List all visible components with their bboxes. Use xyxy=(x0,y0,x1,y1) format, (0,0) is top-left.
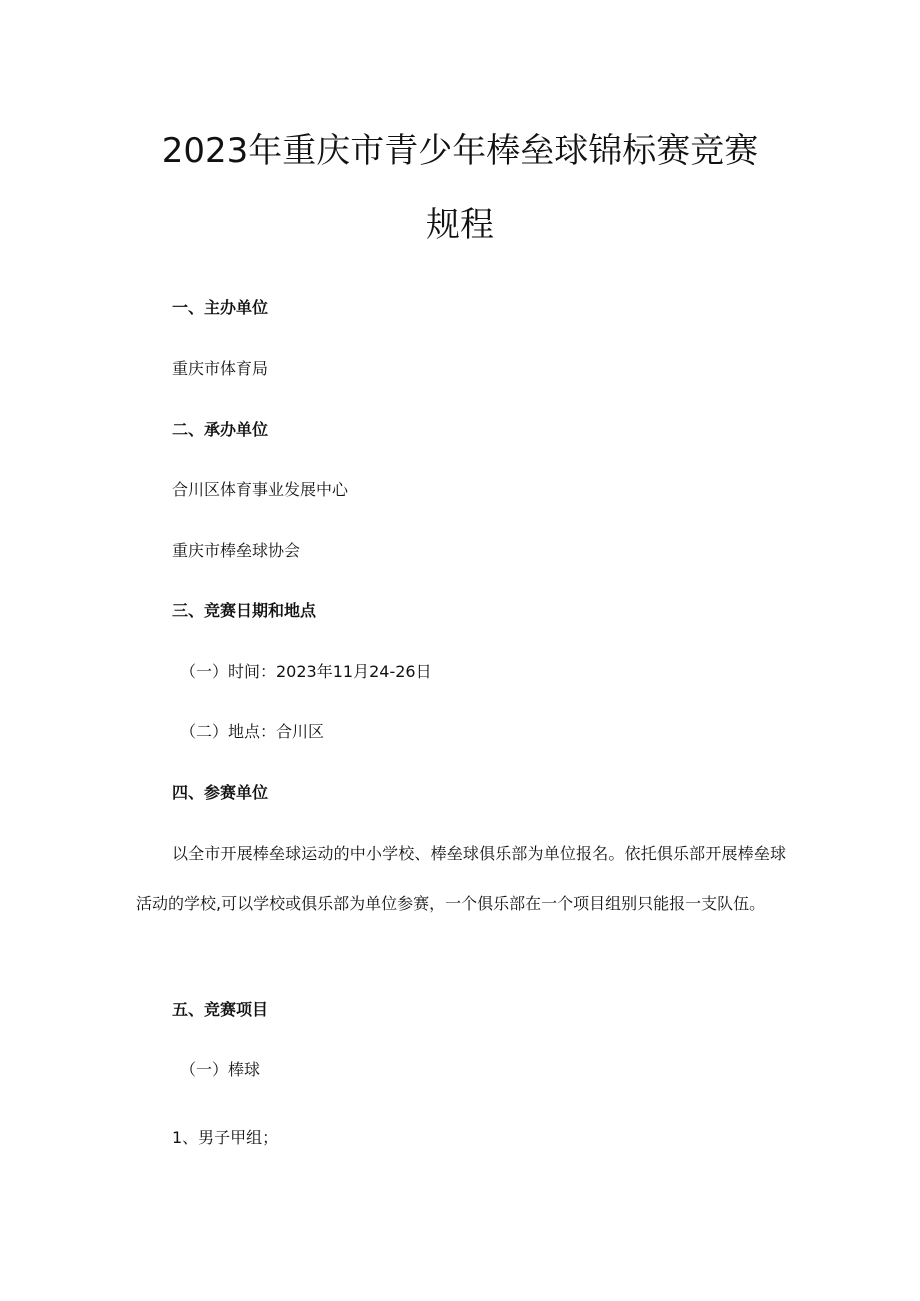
section-4-body: 以全市开展棒垒球运动的中小学校、棒垒球俱乐部为单位报名。依托俱乐部开展棒垒球活动的学校,可以学校或俱乐部为单位参赛，一个俱乐部在一个项目组别只能报一支队伍。 xyxy=(136,844,786,913)
section-4-heading: 四、参赛单位 xyxy=(172,783,269,802)
section-5-item-baseball-sub-1: 1、男子甲组； xyxy=(172,1128,279,1147)
section-3-item-place: （二）地点：合川区 xyxy=(180,722,325,741)
section-5-item-baseball: （一）棒球 xyxy=(180,1060,261,1079)
document-title-line-2: 规程 xyxy=(426,205,494,245)
section-3-item-time: （一）时间：2023年11月24-26日 xyxy=(180,662,432,681)
section-1-heading: 一、主办单位 xyxy=(172,298,269,317)
section-1-body: 重庆市体育局 xyxy=(172,359,269,378)
section-2-body-2: 重庆市棒垒球协会 xyxy=(172,541,301,560)
section-2-body-1: 合川区体育事业发展中心 xyxy=(172,480,349,499)
section-3-heading: 三、竞赛日期和地点 xyxy=(172,601,317,620)
section-2-heading: 二、承办单位 xyxy=(172,420,269,439)
section-5-heading: 五、竞赛项目 xyxy=(172,1000,269,1019)
document-title-line-1: 2023年重庆市青少年棒垒球锦标赛竞赛 xyxy=(161,131,759,171)
